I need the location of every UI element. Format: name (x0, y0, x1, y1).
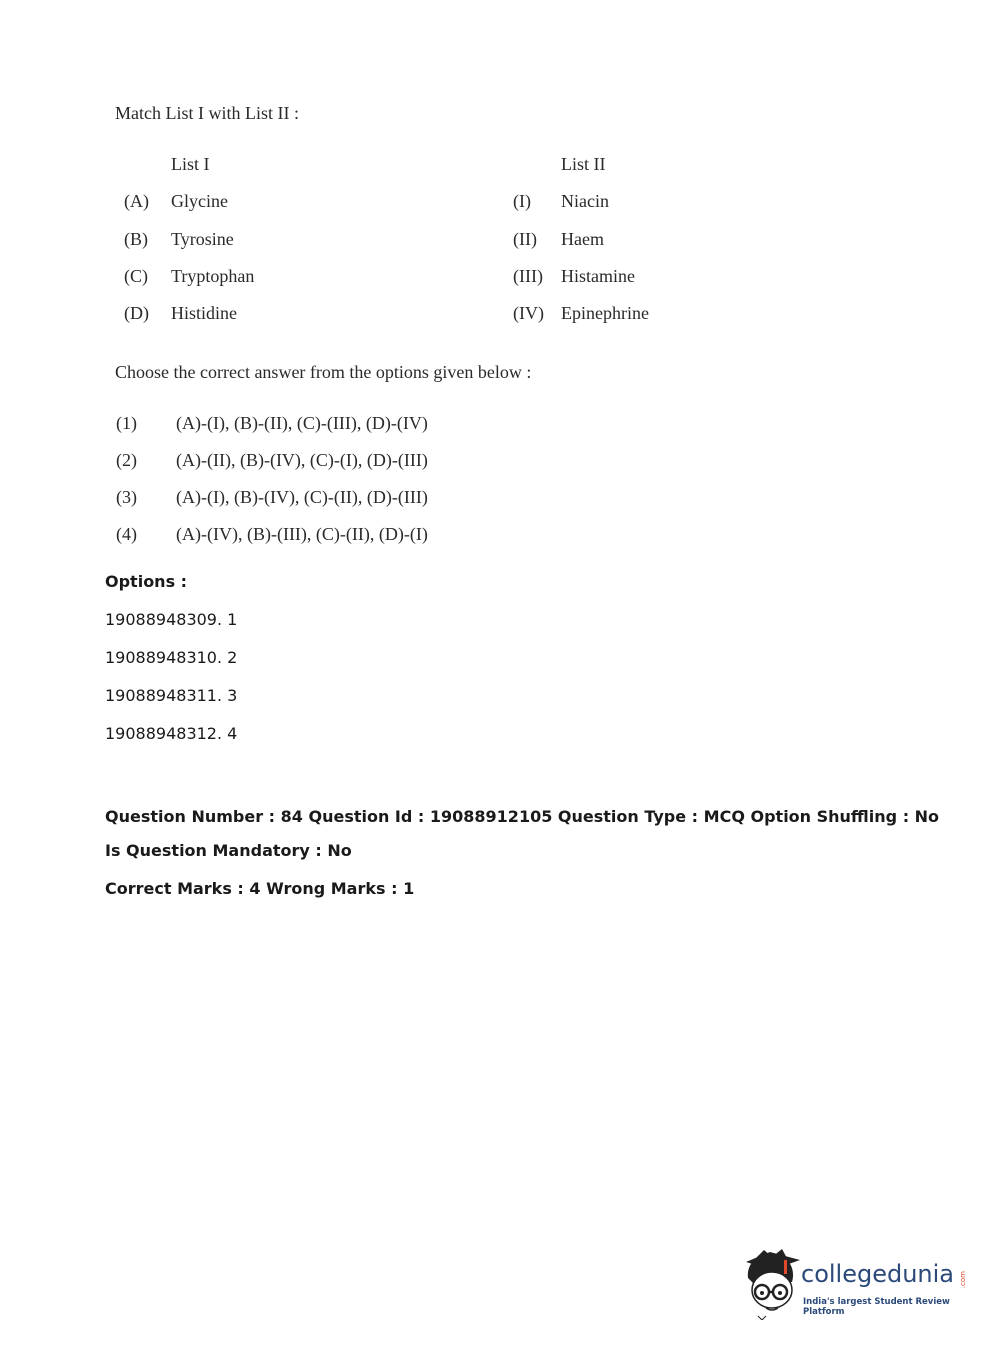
question-mandatory: Is Question Mandatory : No (105, 841, 352, 860)
answer-row (0, 524, 1001, 548)
list-headers (0, 154, 1001, 178)
answer-text: (A)-(I), (B)-(IV), (C)-(II), (D)-(III) (176, 487, 428, 507)
answer-text: (A)-(IV), (B)-(III), (C)-(II), (D)-(I) (176, 524, 428, 544)
row-item2: Epinephrine (561, 303, 649, 323)
logo-suffix: .com (959, 1271, 967, 1289)
answer-number: (4) (116, 524, 137, 544)
option-item: 19088948312. 4 (105, 724, 238, 743)
option-item: 19088948311. 3 (105, 686, 238, 705)
row-item1: Glycine (171, 191, 228, 211)
logo-tagline: India's largest Student Review Platform (803, 1297, 950, 1317)
row-item2: Niacin (561, 191, 609, 211)
options-heading: Options : (105, 572, 188, 591)
answer-number: (2) (116, 450, 137, 470)
match-row (0, 191, 1001, 215)
row-letter: (D) (124, 303, 149, 323)
row-item2: Histamine (561, 266, 635, 286)
question-marks: Correct Marks : 4 Wrong Marks : 1 (105, 879, 415, 898)
match-row (0, 303, 1001, 327)
answer-row (0, 413, 1001, 437)
row-letter: (B) (124, 229, 148, 249)
row-item1: Histidine (171, 303, 237, 323)
row-roman: (IV) (513, 303, 544, 323)
logo-wordmark: collegedunia (801, 1260, 955, 1288)
option-item: 19088948310. 2 (105, 648, 238, 667)
row-roman: (I) (513, 191, 531, 211)
mascot-icon (742, 1248, 802, 1320)
row-item2: Haem (561, 229, 604, 249)
list1-header: List I (171, 154, 210, 174)
answer-text: (A)-(I), (B)-(II), (C)-(III), (D)-(IV) (176, 413, 428, 433)
match-row (0, 229, 1001, 253)
answer-number: (1) (116, 413, 137, 433)
row-roman: (II) (513, 229, 537, 249)
answer-row (0, 450, 1001, 474)
answer-row (0, 487, 1001, 511)
row-roman: (III) (513, 266, 543, 286)
row-item1: Tryptophan (171, 266, 255, 286)
choose-instruction: Choose the correct answer from the options given below : (115, 362, 532, 382)
answer-text: (A)-(II), (B)-(IV), (C)-(I), (D)-(III) (176, 450, 428, 470)
answer-number: (3) (116, 487, 137, 507)
match-row (0, 266, 1001, 290)
option-item: 19088948309. 1 (105, 610, 238, 629)
row-letter: (A) (124, 191, 149, 211)
collegedunia-logo (742, 1248, 972, 1320)
question-prompt: Match List I with List II : (115, 103, 299, 123)
list2-header: List II (561, 154, 606, 174)
row-item1: Tyrosine (171, 229, 234, 249)
question-meta-line: Question Number : 84 Question Id : 19088912105 Question Type : MCQ Option Shuffling : No (105, 807, 940, 826)
row-letter: (C) (124, 266, 148, 286)
